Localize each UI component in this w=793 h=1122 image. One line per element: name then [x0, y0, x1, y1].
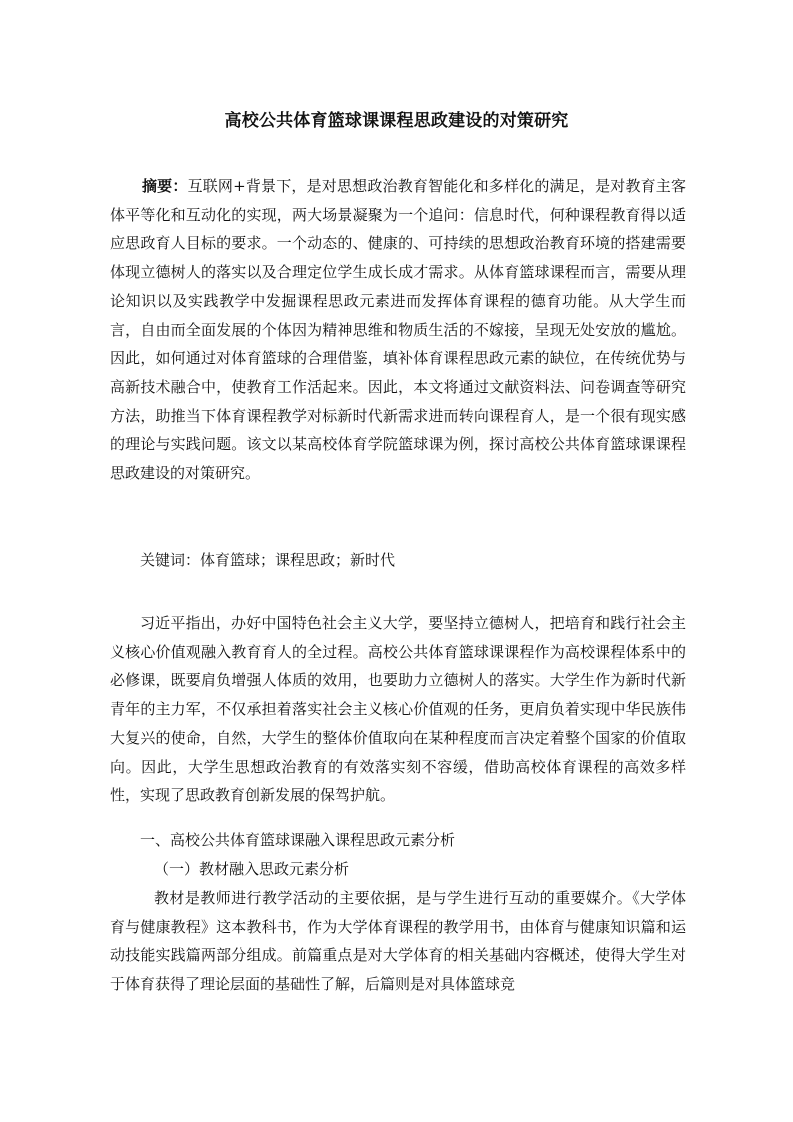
abstract-text: 互联网+背景下，是对思想政治教育智能化和多样化的满足，是对教育主客体平等化和互动化的实现，两大场景凝聚为一个追问：信息时代，何种课程教育得以适应思政育人目标的要求。一个动态的、健康的、可持续的思想政治教育环境的搭建需要体现立德树人的落实以及合理定位学生成长成才需求。从体育篮球课程而言，需要从理论知识以及实践教学中发掘课程思政元素进而发挥体育课程的德育功能。从大学生而言，自由而全面发展的个体因为精神思维和物质生活的不嫁接，呈现无处安放的尴尬。因此，如何通过对体育篮球的合理借鉴，填补体育课程思政元素的缺位，在传统优势与高新技术融合中，使教育工作活起来。因此，本文将通过文献资料法、问卷调查等研究方法，助推当下体育课程教学对标新时代新需求进而转向课程育人，是一个很有现实感的理论与实践问题。该文以某高校体育学院篮球课为例，探讨高校公共体育篮球课课程思政建设的对策研究。 — [110, 177, 686, 483]
abstract-paragraph — [110, 172, 686, 488]
keywords-line: 关键词：体育篮球；课程思政；新时代 — [140, 551, 396, 569]
abstract-label: 摘要： — [142, 177, 188, 195]
section-heading: 一、高校公共体育篮球课融入课程思政元素分析 — [140, 831, 456, 849]
document-title: 高校公共体育篮球课课程思政建设的对策研究 — [224, 111, 569, 131]
intro-paragraph: 习近平指出，办好中国特色社会主义大学，要坚持立德树人，把培育和践行社会主义核心价值观融入教育育人的全过程。高校公共体育篮球课课程作为高校课程体系中的必修课，既要肩负增强人体质的效用，也要助力立德树人的落实。大学生作为新时代新青年的主力军，不仅承担着落实社会主义核心价值观的任务，更肩负着实现中华民族伟大复兴的使命，自然，大学生的整体价值取向在某种程度而言决定着整个国家的价值取向。因此，大学生思想政治教育的有效落实刻不容缓，借助高校体育课程的高效多样性，实现了思政教育创新发展的保驾护航。 — [110, 614, 686, 805]
body-paragraph: 教材是教师进行教学活动的主要依据，是与学生进行互动的重要媒介。《大学体育与健康教程》这本教科书，作为大学体育课程的教学用书，由体育与健康知识篇和运动技能实践篇两部分组成。前篇重点是对大学体育的相关基础内容概述，使得大学生对于体育获得了理论层面的基础性了解，后篇则是对具体篮球竞 — [110, 889, 686, 994]
subsection-heading: （一）教材融入思政元素分析 — [154, 860, 350, 878]
